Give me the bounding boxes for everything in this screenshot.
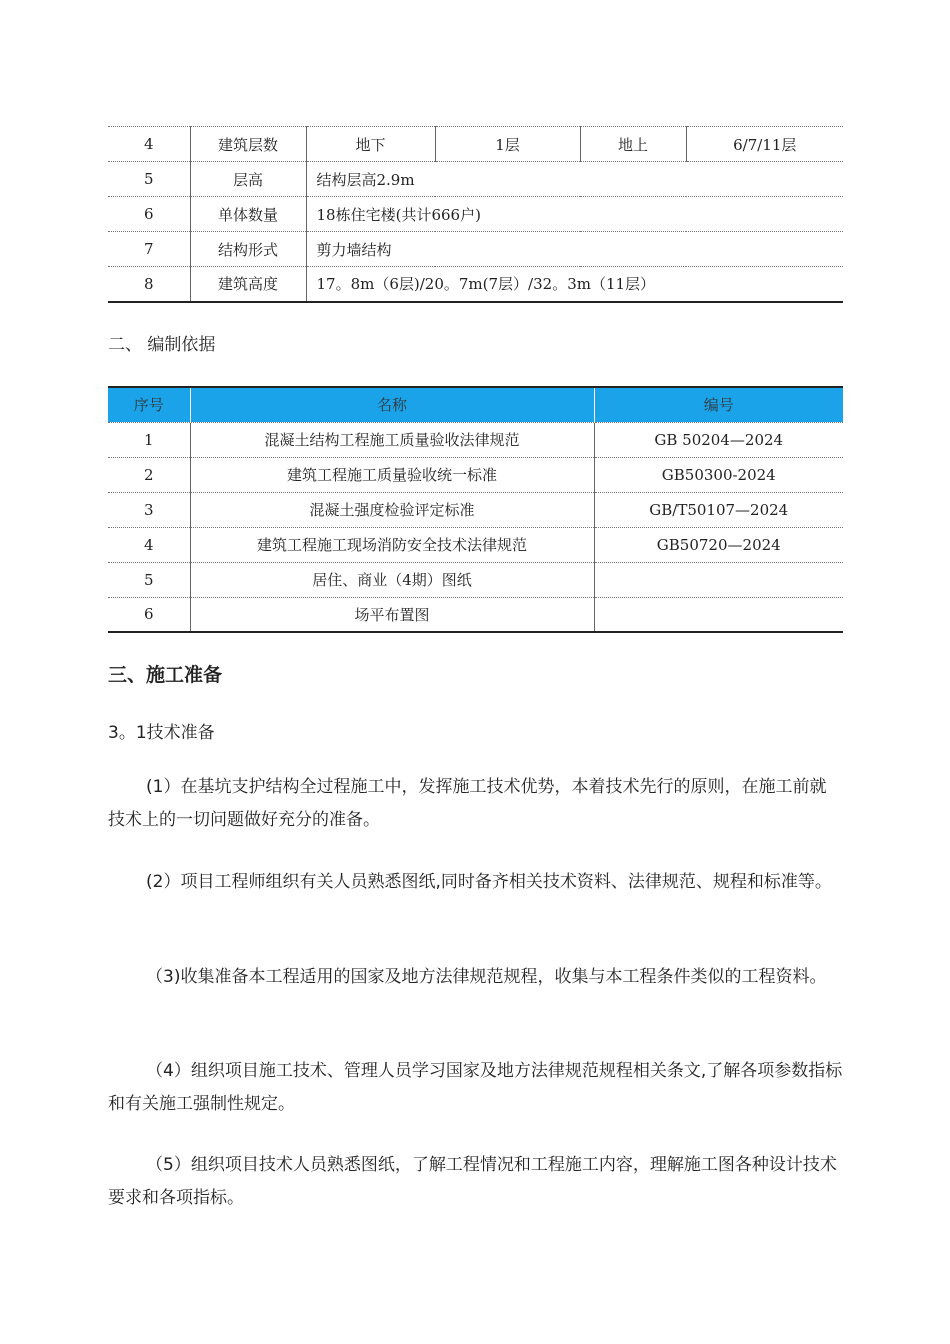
- row-name: 建筑工程施工质量验收统一标准: [190, 457, 594, 492]
- row-number: 3: [108, 492, 190, 527]
- paragraph: （3)收集准备本工程适用的国家及地方法律规范规程，收集与本工程条件类似的工程资料。: [146, 967, 827, 987]
- subsection-heading: 3。1技术准备: [108, 723, 215, 743]
- table-row: [108, 422, 843, 457]
- row-name: 建筑工程施工现场消防安全技术法律规范: [190, 527, 594, 562]
- table-header-row: [108, 387, 843, 422]
- paragraph: (1）在基坑支护结构全过程施工中，发挥施工技术优势，本着技术先行的原则，在施工前就技术上的一切问题做好充分的准备。: [108, 777, 827, 830]
- row-name: 混凝土强度检验评定标准: [190, 492, 594, 527]
- row-number: 7: [108, 232, 190, 267]
- table-row: [108, 457, 843, 492]
- table-row: [108, 597, 843, 632]
- row-number: 8: [108, 267, 190, 302]
- row-cell: 地上: [580, 127, 686, 162]
- row-number: 6: [108, 197, 190, 232]
- row-cell: 1层: [435, 127, 580, 162]
- table-row: [108, 562, 843, 597]
- row-code: GB50300-2024: [594, 457, 843, 492]
- row-cell: 6/7/11层: [686, 127, 843, 162]
- table-row: [108, 232, 843, 267]
- column-header-name: 名称: [190, 387, 594, 422]
- table-row: [108, 492, 843, 527]
- row-number: 4: [108, 127, 190, 162]
- section-heading-preparation: 三、施工准备: [108, 664, 223, 686]
- row-value: 17。8m（6层)/20。7m(7层）/32。3m（11层）: [306, 267, 843, 302]
- project-overview-table: [108, 126, 843, 303]
- paragraph: （5）组织项目技术人员熟悉图纸，了解工程情况和工程施工内容，理解施工图各种设计技术要求和各项指标。: [108, 1155, 837, 1208]
- row-number: 1: [108, 422, 190, 457]
- row-item: 层高: [190, 162, 306, 197]
- row-code: [594, 562, 843, 597]
- table-row: [108, 127, 843, 162]
- row-value: 剪力墙结构: [306, 232, 843, 267]
- table-row: [108, 197, 843, 232]
- row-number: 2: [108, 457, 190, 492]
- table-row: [108, 162, 843, 197]
- row-code: GB50720—2024: [594, 527, 843, 562]
- row-number: 6: [108, 597, 190, 632]
- table-row: [108, 527, 843, 562]
- row-cell: 地下: [306, 127, 435, 162]
- row-number: 5: [108, 562, 190, 597]
- row-code: [594, 597, 843, 632]
- row-item: 建筑高度: [190, 267, 306, 302]
- paragraph: (2）项目工程师组织有关人员熟悉图纸,同时备齐相关技术资料、法律规范、规程和标准等。: [146, 872, 832, 892]
- row-item: 建筑层数: [190, 127, 306, 162]
- row-value: 18栋住宅楼(共计666户): [306, 197, 843, 232]
- row-name: 居住、商业（4期）图纸: [190, 562, 594, 597]
- row-number: 5: [108, 162, 190, 197]
- table-row: [108, 267, 843, 302]
- section-heading-basis: 二、 编制依据: [108, 335, 216, 355]
- row-code: GB/T50107—2024: [594, 492, 843, 527]
- column-header-number: 序号: [108, 387, 190, 422]
- row-name: 场平布置图: [190, 597, 594, 632]
- column-header-code: 编号: [594, 387, 843, 422]
- row-name: 混凝土结构工程施工质量验收法律规范: [190, 422, 594, 457]
- row-value: 结构层高2.9m: [306, 162, 843, 197]
- compilation-basis-table: [108, 386, 843, 633]
- row-item: 结构形式: [190, 232, 306, 267]
- paragraph: （4）组织项目施工技术、管理人员学习国家及地方法律规范规程相关条文,了解各项参数指标和有关施工强制性规定。: [108, 1061, 843, 1114]
- row-item: 单体数量: [190, 197, 306, 232]
- row-code: GB 50204—2024: [594, 422, 843, 457]
- row-number: 4: [108, 527, 190, 562]
